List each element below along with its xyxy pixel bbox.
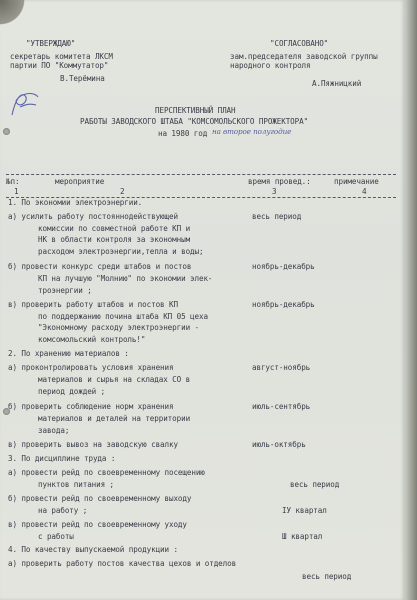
agreed-label: "СОГЛАСОВАНО" <box>270 39 329 48</box>
plan-line: 4. По качеству выпускаемой продукции : <box>8 545 178 554</box>
agreed-position-line2: народного контроля <box>230 61 311 70</box>
plan-line: комиссии по совместной работе КП и <box>38 224 191 233</box>
plan-line-time: весь период <box>302 572 352 581</box>
plan-line: "Экономному расходу электроэнергии - <box>38 323 199 332</box>
plan-line: с работы <box>38 532 74 541</box>
plan-year: на 1980 год <box>158 129 208 138</box>
plan-line-time: Ш квартал <box>282 532 323 541</box>
agreed-name: А.Пяжницкий <box>312 79 362 88</box>
plan-line-time: IУ квартал <box>282 506 327 515</box>
plan-line: а) провести рейд по своевременному посещению <box>8 468 205 477</box>
plan-line: в) проверить вывоз на заводскую свалку <box>8 440 178 449</box>
plan-line: в) проверить работу штабов и постов КП <box>8 300 178 309</box>
plan-line-time: июль-сентябрь <box>252 402 311 411</box>
col-number-index: 1 <box>14 187 19 196</box>
plan-subtitle: РАБОТЫ ЗАВОДСКОГО ШТАБА "КОМСОМОЛЬСКОГО ПРОЖЕКТОРА" <box>80 117 309 126</box>
handwritten-signature <box>8 87 42 119</box>
col-activity-index: 2 <box>120 187 125 196</box>
page-edge <box>405 0 417 600</box>
plan-line: по поддержанию почина штаба КП 05 цеха <box>38 312 208 321</box>
plan-line: КП на лучшую "Молнию" по экономии элек- <box>38 274 213 283</box>
col-note-header: примечание <box>334 177 379 186</box>
col-time-index: 3 <box>272 187 277 196</box>
plan-line: б) провести рейд по своевременному выходу <box>8 494 192 503</box>
plan-line: а) проконтролировать условия хранения <box>8 363 174 372</box>
approved-label: "УТВЕРЖДАЮ" <box>26 39 76 48</box>
plan-line: материалов и деталей на территории <box>38 414 191 423</box>
approved-position-line2: партии ПО "Коммутатор" <box>10 61 109 70</box>
plan-line: а) усилить работу постояннодействующей <box>8 212 178 221</box>
torn-corner <box>0 0 26 30</box>
plan-title: ПЕРСПЕКТИВНЫЙ ПЛАН <box>155 106 236 115</box>
plan-line: комсомольский контроль!" <box>38 335 146 344</box>
approved-name: В.Терёмина <box>60 74 105 83</box>
plan-line: б) проверить соблюдение норм хранения <box>8 402 174 411</box>
plan-line: 3. По дисциплине труда : <box>8 454 116 463</box>
approved-position-line1: секретарь комитета ЛКСМ <box>10 52 113 61</box>
plan-line-time: ноябрь-декабрь <box>252 262 315 271</box>
plan-line: материалов и сырья на складах СО в <box>38 375 191 384</box>
col-activity-header: мероприятие <box>55 177 105 186</box>
col-number-header: №п: <box>6 177 20 186</box>
col-time-header: время провед.: <box>248 177 311 186</box>
plan-line: а) проверить работу постов качества цехов и отделов <box>8 559 237 568</box>
plan-line: 2. По хранению материалов : <box>8 349 129 358</box>
plan-line-time: весь период <box>290 480 340 489</box>
binding-hole <box>3 128 10 135</box>
plan-line: 1. По экономии электроэнергии. <box>8 198 143 207</box>
plan-line: троэнергии ; <box>38 286 92 295</box>
col-note-index: 4 <box>362 187 367 196</box>
plan-line-time: июль-октябрь <box>252 440 306 449</box>
plan-line: пунктов питания ; <box>38 480 115 489</box>
plan-line: НК в области контроля за экономным <box>38 235 191 244</box>
plan-line: в) провести рейд по своевременному уходу <box>8 520 187 529</box>
header-rule-top <box>6 174 396 175</box>
plan-line: период дождей ; <box>38 387 106 396</box>
agreed-position-line1: зам.председателя заводской группы <box>230 52 378 61</box>
plan-line: завода; <box>38 426 70 435</box>
plan-line: расходом электроэнергии,тепла и воды; <box>38 247 204 256</box>
plan-line-time: август-ноябрь <box>252 363 311 372</box>
plan-line-time: весь период <box>252 212 302 221</box>
plan-line-time: ноябрь-декабрь <box>252 300 315 309</box>
handwritten-period: на второе полугодие <box>212 127 292 136</box>
plan-line: б) провести конкурс среди штабов и постов <box>8 262 192 271</box>
plan-line: на работу ; <box>38 506 88 515</box>
